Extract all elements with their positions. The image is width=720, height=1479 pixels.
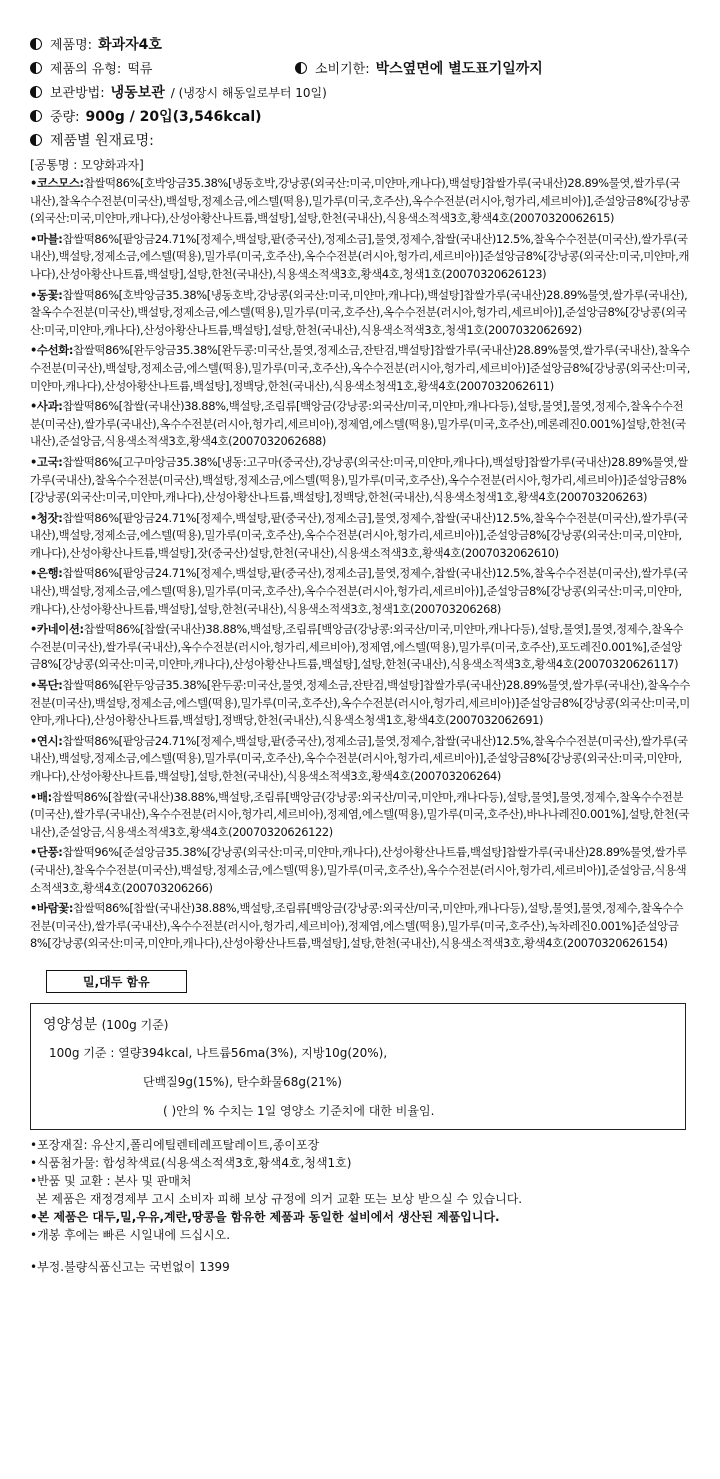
ingredients-heading: 제품별 원재료명: bbox=[50, 133, 154, 149]
half-circle-bullet-icon bbox=[30, 62, 42, 74]
list-item: •사과:찹쌀떡86%[찹쌀(국내산)38.88%,백설탕,조림류[백앙금(강낭콩:외국산/미국,미얀마,캐나다등),설탕,물엿],물엿,정제수,찰옥수수전분(미국산),쌀가루(국내산),옥수수전분(러시아,헝가리,세르비아),정제염,에스텔(떡용),밀가루(미국,호주산),메론레진0.001%]설탕,한천(국내산),준설앙금,식용색소적색3호,황색4호(2007032062688) bbox=[30, 399, 686, 449]
half-circle-bullet-icon bbox=[295, 62, 307, 74]
list-item: •동꽃:찹쌀떡86%[호박앙금35.38%[냉동호박,강낭콩(외국산:미국,미얀마,캐나다),백설탕]찹쌀가루(국내산)28.89%물엿,쌀가루(국내산),찰옥수수전분(미국산),백설탕,정제소금,에스텔(떡용),밀가루(미국,호주산),옥수수전분(러시아,헝가리,세르비아)],준설앙금8%[강낭콩(외국산:미국,미얀마,캐나다),산성아황산나트륨,백설탕],설탕,한천(국내산),식용색소적색3호,청색1호(2007032062692) bbox=[30, 287, 688, 337]
allergen-notice: •본 제품은 대두,밀,우유,계란,땅콩을 함유한 제품과 동일한 설비에서 생산된 제품입니다. bbox=[30, 1209, 500, 1224]
expiry-label: 소비기한: bbox=[315, 62, 370, 77]
list-item: •단풍:찹쌀떡96%[준설앙금35.38%[강낭콩(외국산:미국,미얀마,캐나다),산성아황산나트륨,백설탕]찹쌀가루(국내산)28.89%물엿,쌀가루(국내산),찰옥수수전분(미국산),백설탕,정제소금,에스텔(떡용),밀가루(미국,호주산),옥수수전분(러시아,헝가리,세르비아)],준설앙금,식용색소적색3호,황색4호(200703206266) bbox=[30, 845, 687, 895]
product-type-label: 제품의 유형: bbox=[50, 62, 122, 77]
list-item: •마블:찹쌀떡86%[팥앙금24.71%[정제수,백설탕,팥(중국산),정제소금],물엿,정제수,찹쌀(국내산)12.5%,찰옥수수전분(미국산),쌀가루(국내산),백설탕,정제소금,에스텔(떡용),밀가루(미국,호주산),옥수수전분(러시아,헝가리,세르비아)]준설앙금8%[강낭콩(외국산:미국,미얀마,캐나다),산성아황산나트륨,백설탕],설탕,한천(국내산),식용색소적색3호,황색4호,청색1호(20070320626123) bbox=[30, 231, 690, 281]
list-item: •배:찹쌀떡86%[찹쌀(국내산)38.88%,백설탕,조림류[백앙금(강낭콩:외국산/미국,미얀마,캐나다등),설탕,물엿],물엿,정제수,찰옥수수전분(미국산),쌀가루(국내산),옥수수전분(러시아,헝가리,세르비아),정제염,에스텔(떡용),밀가루(미국,호주산),바나나레진0.001%],설탕,한천(국내산),준설앙금,식용색소적색3호,황색4호(20070320626122) bbox=[30, 789, 690, 839]
exchange-title: •반품 및 교환 : 본사 및 판매처 bbox=[30, 1173, 192, 1188]
ingredients-heading-row bbox=[30, 130, 690, 154]
half-circle-bullet-icon bbox=[30, 110, 42, 122]
report-notice: •부정.불량식품신고는 국번없이 1399 bbox=[30, 1259, 230, 1274]
list-item: •은행:찹쌀떡86%[팥앙금24.71%[정제수,백설탕,팥(중국산),정제소금],물엿,정제수,찹쌀(국내산)12.5%,찰옥수수전분(미국산),쌀가루(국내산),백설탕,정제소금,에스텔(떡용),밀가루(미국,호주산),옥수수전분(러시아,헝가리,세르비아)],준설앙금8%[강낭콩(외국산:미국,미얀마,캐나다),산성아황산나트륨,백설탕],설탕,한천(국내산),식용색소적색3호,청색1호(200703206268) bbox=[30, 566, 688, 616]
product-name: 화과자4호 bbox=[98, 37, 162, 53]
list-item: •목단:찹쌀떡86%[완두앙금35.38%[완두콩:미국산,물엿,정제소금,잔탄검,백설탕]찹쌀가루(국내산)28.89%물엿,쌀가루(국내산),찰옥수수전분(미국산),백설탕,정제소금,에스텔(떡용),밀가루(미국,호주산),옥수수전분(러시아,헝가리,세르비아)]준설앙금8%[강낭콩(외국산:미국,미얀마,캐나다),산성아황산나트륨,백설탕],정백당,한천(국내산),식용색소청색1호,황색4호(2007032062691) bbox=[30, 678, 690, 728]
after-open-notice: •개봉 후에는 빠른 시일내에 드십시오. bbox=[30, 1227, 231, 1242]
expiry-value: 박스옆면에 별도표기일까지 bbox=[375, 61, 543, 77]
footer-notes bbox=[30, 1136, 690, 1276]
list-item: •바람꽃:찹쌀떡86%[찹쌀(국내산)38.88%,백설탕,조림류[백앙금(강낭콩:외국산/미국,미얀마,캐나다등),설탕,물엿],물엿,정제수,찰옥수수전분(미국산),쌀가루(국내산),옥수수전분(러시아,헝가리,세르비아),정제염,에스텔(떡용),밀가루(미국,호주산),녹차레진0.001%]준설앙금8%[강낭콩(외국산:미국,미얀마,캐나다),산성아황산나트륨,백설탕],설탕,한천(국내산),식용색소적색3호,황색4호(20070320626154) bbox=[30, 901, 684, 951]
food-additives: •식품첨가물: 합성착색료(식용색소적색3호,황색4호,청색1호) bbox=[30, 1155, 352, 1170]
product-type-value: 떡류 bbox=[127, 62, 153, 77]
list-item: •카네이션:찹쌀떡86%[찹쌀(국내산)38.88%,백설탕,조림류[백앙금(강낭콩:외국산/미국,미얀마,캐나다등),설탕,물엿],물엿,정제수,찰옥수수전분(미국산),쌀가루(국내산),옥수수전분(러시아,헝가리,세르비아),정제염,에스텔(떡용),밀가루(미국,호주산),포도레진0.001%],준설앙금8%[강낭콩(외국산:미국,미얀마,캐나다),산성아황산나트륨,백설탕],설탕,한천(국내산),식용색소적색3호,황색4호(20070320626117) bbox=[30, 622, 684, 672]
storage-label: 보관방법: bbox=[50, 86, 105, 101]
half-circle-bullet-icon bbox=[30, 134, 42, 146]
product-name-label: 제품명: bbox=[50, 38, 93, 53]
product-name-row bbox=[30, 34, 690, 58]
nutrition-line-2: 단백질9g(15%), 탄수화물68g(21%) bbox=[143, 1074, 342, 1089]
common-name: [공통명 : 모양화과자] bbox=[30, 158, 144, 172]
list-item: •연시:찹쌀떡86%[팥앙금24.71%[정제수,백설탕,팥(중국산),정제소금],물엿,정제수,찹쌀(국내산)12.5%,찰옥수수전분(미국산),쌀가루(국내산),백설탕,정제소금,에스텔(떡용),밀가루(미국,호주산),옥수수전분(러시아,헝가리,세르비아)],준설앙금8%[강낭콩(외국산:미국,미얀마,캐나다),산성아황산나트륨,백설탕],설탕,한천(국내산),식용색소적색3호,황색4호(200703206264) bbox=[30, 733, 688, 783]
exchange-text: 본 제품은 재정경제부 고시 소비자 피해 보상 규정에 의거 교환 또는 보상 받으실 수 있습니다. bbox=[36, 1191, 523, 1206]
allergy-box: 밀,대두 함유 bbox=[46, 970, 187, 993]
nutrition-box bbox=[30, 1003, 686, 1130]
half-circle-bullet-icon bbox=[30, 38, 42, 50]
nutrition-note: ( )안의 % 수치는 1일 영양소 기준치에 대한 비율임. bbox=[163, 1103, 435, 1118]
list-item: •수선화:찹쌀떡86%[완두앙금35.38%[완두콩:미국산,물엿,정제소금,잔탄검,백설탕]찹쌀가루(국내산)28.89%물엿,쌀가루(국내산),찰옥수수전분(미국산),백설탕,정제소금,에스텔(떡용),밀가루(미국,호주산),옥수수전분(러시아,헝가리,세르비아)]준설앙금8%[강낭콩(외국산:미국,미얀마,캐나다),산성아황산나트륨,백설탕],정백당,한천(국내산),식용색소청색1호,황색4호(2007032062611) bbox=[30, 343, 690, 393]
weight-value: 900g / 20입(3,546kcal) bbox=[85, 109, 262, 125]
weight-label: 중량: bbox=[50, 110, 80, 125]
storage-value: 냉동보관 bbox=[110, 85, 165, 101]
ingredients-list bbox=[30, 175, 690, 953]
expiry-row bbox=[295, 58, 543, 82]
product-type-row bbox=[30, 58, 295, 82]
nutrition-title: 영양성분 (100g 기준) bbox=[43, 1016, 169, 1033]
half-circle-bullet-icon bbox=[30, 86, 42, 98]
nutrition-basis: (100g 기준) bbox=[101, 1017, 169, 1032]
nutrition-line-1: 100g 기준 : 열량394kcal, 나트륨56ma(3%), 지방10g(20%), bbox=[49, 1045, 388, 1060]
storage-note: / (냉장시 해동일로부터 10일) bbox=[170, 86, 327, 100]
packaging-material: •포장재질: 유산지,폴리에틸렌테레프탈레이트,종이포장 bbox=[30, 1137, 320, 1152]
list-item: •고국:찹쌀떡86%[고구마앙금35.38%[냉동:고구마(중국산),강낭콩(외국산:미국,미얀마,캐나다),백설탕]찹쌀가루(국내산)28.89%물엿,쌀가루(국내산),찰옥수수전분(미국산),백설탕,정제소금,에스텔(떡용),밀가루(미국,호주산),옥수수전분(러시아,헝가리,세르비아)]준설앙금8%[강낭콩(외국산:미국,미얀마,캐나다),산성아황산나트륨,백설탕],정백당,한천(국내산),식용색소청색1호,황색4호(200703206263) bbox=[30, 454, 688, 505]
weight-row bbox=[30, 106, 690, 130]
list-item: •코스모스:찹쌀떡86%[호박앙금35.38%[냉동호박,강낭콩(외국산:미국,미얀마,캐나다),백설탕]찹쌀가루(국내산)28.89%물엿,쌀가루(국내산),찰옥수수전분(미국산),백설탕,정제소금,에스텔(떡용),밀가루(미국,호주산),옥수수전분(러시아,헝가리,세르비아)],준설앙금8%[강낭콩(외국산:미국,미얀마,캐나다),산성아황산나트륨,백설탕],설탕,한천(국내산),식용색소적색3호,황색4호(20070320062615) bbox=[30, 176, 690, 226]
storage-row bbox=[30, 82, 690, 106]
list-item: •청잣:찹쌀떡86%[팥앙금24.71%[정제수,백설탕,팥(중국산),정제소금],물엿,정제수,찹쌀(국내산)12.5%,찰옥수수전분(미국산),쌀가루(국내산),백설탕,정제소금,에스텔(떡용),밀가루(미국,호주산),옥수수전분(러시아,헝가리,세르비아)],준설앙금8%[강낭콩(외국산:미국,미얀마,캐나다),산성아황산나트륨,백설탕],잣(중국산)설탕,한천(국내산),식용색소적색3호,황색4호(2007032062610) bbox=[30, 510, 688, 560]
